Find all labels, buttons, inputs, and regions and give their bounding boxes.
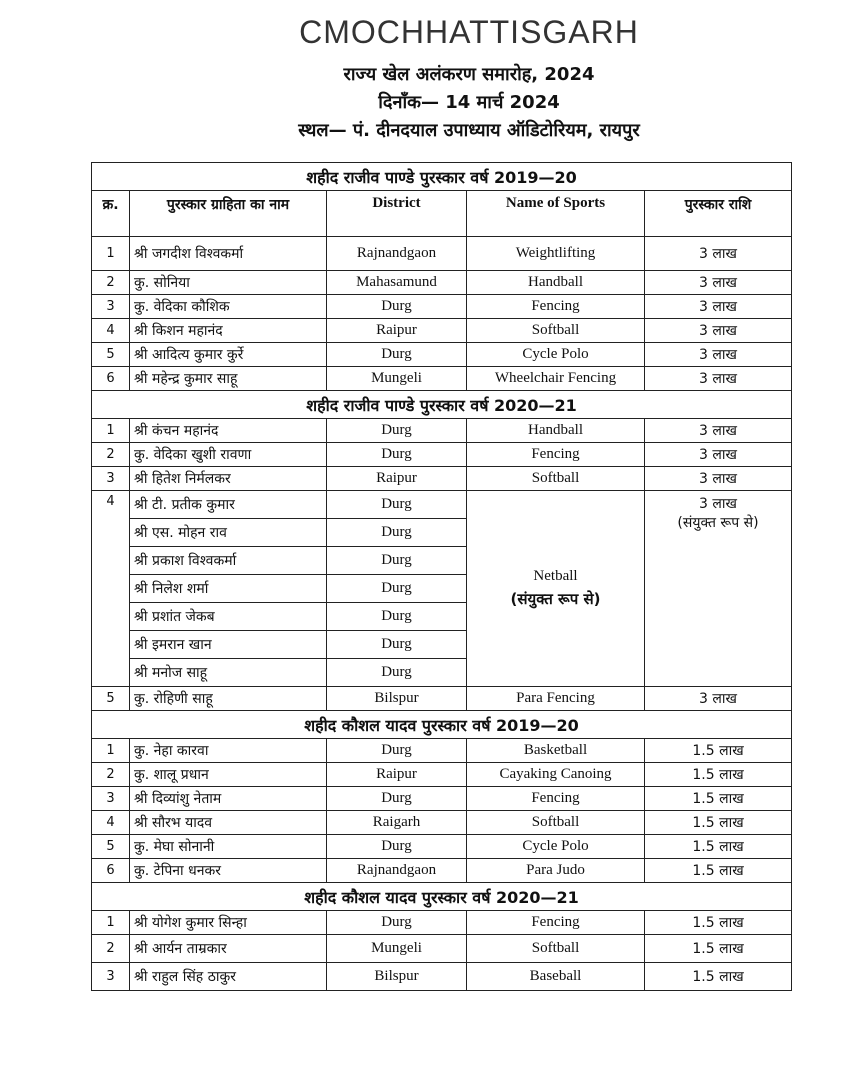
row-amount: 1.5 लाख xyxy=(645,787,792,811)
section-title: शहीद कौशल यादव पुरस्कार वर्ष 2019—20 xyxy=(92,711,792,739)
row-serial: 3 xyxy=(92,963,130,991)
row-district: Rajnandgaon xyxy=(327,237,467,271)
event-title: राज्य खेल अलंकरण समारोह, 2024 xyxy=(343,64,595,85)
row-district: Bilspur xyxy=(327,963,467,991)
row-amount: 3 लाख xyxy=(645,367,792,391)
brand-watermark: CMOCHHATTISGARH xyxy=(299,14,639,50)
row-district: Bilspur xyxy=(327,687,467,711)
table-row xyxy=(92,237,792,271)
table-row xyxy=(92,787,792,811)
row-name: श्री प्रशांत जेकब xyxy=(130,603,327,631)
row-amount: 1.5 लाख xyxy=(645,835,792,859)
row-district: Durg xyxy=(327,491,467,519)
column-header-row xyxy=(92,191,792,237)
row-name: कु. रोहिणी साहू xyxy=(130,687,327,711)
table-row xyxy=(92,419,792,443)
table-row xyxy=(92,835,792,859)
section-title: शहीद राजीव पाण्डे पुरस्कार वर्ष 2020—21 xyxy=(92,391,792,419)
table-row xyxy=(92,739,792,763)
row-name: श्री टी. प्रतीक कुमार xyxy=(130,491,327,519)
row-district: Raigarh xyxy=(327,811,467,835)
row-name: कु. शालू प्रधान xyxy=(130,763,327,787)
table-row xyxy=(92,467,792,491)
row-amount: 1.5 लाख xyxy=(645,911,792,935)
row-sport: Handball xyxy=(467,271,645,295)
table-row xyxy=(92,811,792,835)
row-serial: 3 xyxy=(92,467,130,491)
row-amount: 3 लाख xyxy=(645,419,792,443)
row-serial: 4 xyxy=(92,319,130,343)
row-amount: 3 लाख xyxy=(645,443,792,467)
row-serial: 2 xyxy=(92,443,130,467)
row-serial: 2 xyxy=(92,271,130,295)
row-amount: 1.5 लाख xyxy=(645,811,792,835)
row-name: श्री सौरभ यादव xyxy=(130,811,327,835)
row-serial: 1 xyxy=(92,739,130,763)
table-row xyxy=(92,443,792,467)
section-title: शहीद कौशल यादव पुरस्कार वर्ष 2020—21 xyxy=(92,883,792,911)
row-sport: Handball xyxy=(467,419,645,443)
row-sport: Softball xyxy=(467,467,645,491)
group-row xyxy=(92,491,792,519)
group-amount-note: (संयुक्त रूप से) xyxy=(677,515,759,531)
col-header-amount: पुरस्कार राशि xyxy=(645,191,792,237)
col-header-name: पुरस्कार ग्राहिता का नाम xyxy=(130,191,327,237)
section-header-row xyxy=(92,883,792,911)
awardee-table xyxy=(91,162,792,991)
row-serial: 5 xyxy=(92,835,130,859)
row-name: श्री आर्यन ताम्रकार xyxy=(130,935,327,963)
table-row xyxy=(92,295,792,319)
row-serial: 1 xyxy=(92,419,130,443)
row-name: श्री एस. मोहन राव xyxy=(130,519,327,547)
row-amount: 3 लाख xyxy=(645,237,792,271)
row-name: श्री मनोज साहू xyxy=(130,659,327,687)
group-sport-note: (संयुक्त रूप से) xyxy=(510,590,601,608)
row-serial: 5 xyxy=(92,687,130,711)
row-district: Mungeli xyxy=(327,367,467,391)
row-district: Durg xyxy=(327,575,467,603)
row-serial: 3 xyxy=(92,787,130,811)
row-district: Durg xyxy=(327,739,467,763)
row-name: कु. टेपिना धनकर xyxy=(130,859,327,883)
row-sport: Wheelchair Fencing xyxy=(467,367,645,391)
row-amount: 3 लाख xyxy=(645,467,792,491)
row-district: Durg xyxy=(327,835,467,859)
row-sport: Cayaking Canoing xyxy=(467,763,645,787)
col-header-district: District xyxy=(327,191,467,237)
row-amount: 3 लाख xyxy=(645,687,792,711)
table-row xyxy=(92,271,792,295)
row-name: श्री कंचन महानंद xyxy=(130,419,327,443)
section-header-row xyxy=(92,391,792,419)
row-district: Rajnandgaon xyxy=(327,859,467,883)
row-sport: Softball xyxy=(467,935,645,963)
event-date: दिनाँक— 14 मार्च 2024 xyxy=(378,92,560,113)
row-district: Durg xyxy=(327,443,467,467)
row-serial: 4 xyxy=(92,811,130,835)
row-name: कु. वेदिका खुशी रावणा xyxy=(130,443,327,467)
row-name: श्री योगेश कुमार सिन्हा xyxy=(130,911,327,935)
row-name: श्री किशन महानंद xyxy=(130,319,327,343)
row-sport: Baseball xyxy=(467,963,645,991)
event-venue: स्थल— पं. दीनदयाल उपाध्याय ऑडिटोरियम, रायपुर xyxy=(298,120,640,141)
row-serial: 3 xyxy=(92,295,130,319)
table-row xyxy=(92,687,792,711)
section-title: शहीद राजीव पाण्डे पुरस्कार वर्ष 2019—20 xyxy=(92,163,792,191)
row-district: Raipur xyxy=(327,319,467,343)
row-district: Mahasamund xyxy=(327,271,467,295)
row-sport: Softball xyxy=(467,319,645,343)
row-name: श्री प्रकाश विश्वकर्मा xyxy=(130,547,327,575)
row-amount: 1.5 लाख xyxy=(645,963,792,991)
row-sport: Cycle Polo xyxy=(467,835,645,859)
row-district: Durg xyxy=(327,419,467,443)
group-amount: 3 लाख xyxy=(699,496,737,512)
row-name: श्री महेन्द्र कुमार साहू xyxy=(130,367,327,391)
row-sport: Fencing xyxy=(467,911,645,935)
row-sport: Fencing xyxy=(467,443,645,467)
row-amount: 3 लाख xyxy=(645,319,792,343)
row-sport: Softball xyxy=(467,811,645,835)
row-name: श्री दिव्यांशु नेताम xyxy=(130,787,327,811)
row-amount: 1.5 लाख xyxy=(645,935,792,963)
row-amount: 1.5 लाख xyxy=(645,859,792,883)
row-serial: 1 xyxy=(92,237,130,271)
row-name: श्री आदित्य कुमार कुर्रे xyxy=(130,343,327,367)
row-district: Durg xyxy=(327,519,467,547)
row-name: श्री इमरान खान xyxy=(130,631,327,659)
row-amount: 1.5 लाख xyxy=(645,739,792,763)
row-sport: Basketball xyxy=(467,739,645,763)
row-district: Durg xyxy=(327,911,467,935)
row-serial: 5 xyxy=(92,343,130,367)
table-row xyxy=(92,343,792,367)
table-row xyxy=(92,859,792,883)
row-name: श्री जगदीश विश्वकर्मा xyxy=(130,237,327,271)
row-sport: Cycle Polo xyxy=(467,343,645,367)
row-sport: Para Judo xyxy=(467,859,645,883)
row-district: Durg xyxy=(327,631,467,659)
row-amount: 3 लाख xyxy=(645,343,792,367)
table-row xyxy=(92,935,792,963)
group-sport-cell xyxy=(467,491,645,687)
row-district: Mungeli xyxy=(327,935,467,963)
col-header-sport: Name of Sports xyxy=(467,191,645,237)
section-header-row xyxy=(92,711,792,739)
row-sport: Fencing xyxy=(467,295,645,319)
row-name: श्री राहुल सिंह ठाकुर xyxy=(130,963,327,991)
col-header-serial: क्र. xyxy=(92,191,130,237)
section-header-row xyxy=(92,163,792,191)
table-row xyxy=(92,963,792,991)
row-serial: 4 xyxy=(92,491,130,687)
row-district: Raipur xyxy=(327,763,467,787)
row-name: कु. नेहा कारवा xyxy=(130,739,327,763)
row-district: Durg xyxy=(327,295,467,319)
row-district: Durg xyxy=(327,547,467,575)
row-district: Durg xyxy=(327,787,467,811)
row-name: श्री हितेश निर्मलकर xyxy=(130,467,327,491)
row-amount: 1.5 लाख xyxy=(645,763,792,787)
row-name: श्री निलेश शर्मा xyxy=(130,575,327,603)
row-serial: 1 xyxy=(92,911,130,935)
row-amount: 3 लाख xyxy=(645,271,792,295)
row-district: Raipur xyxy=(327,467,467,491)
row-name: कु. सोनिया xyxy=(130,271,327,295)
row-name: कु. मेघा सोनानी xyxy=(130,835,327,859)
row-sport: Weightlifting xyxy=(467,237,645,271)
group-amount-cell xyxy=(645,491,792,687)
row-district: Durg xyxy=(327,659,467,687)
table-row xyxy=(92,911,792,935)
row-sport: Para Fencing xyxy=(467,687,645,711)
row-amount: 3 लाख xyxy=(645,295,792,319)
row-serial: 2 xyxy=(92,763,130,787)
row-name: कु. वेदिका कौशिक xyxy=(130,295,327,319)
table-row xyxy=(92,319,792,343)
row-district: Durg xyxy=(327,603,467,631)
row-serial: 2 xyxy=(92,935,130,963)
row-serial: 6 xyxy=(92,859,130,883)
row-serial: 6 xyxy=(92,367,130,391)
row-sport: Fencing xyxy=(467,787,645,811)
table-row xyxy=(92,763,792,787)
row-district: Durg xyxy=(327,343,467,367)
group-sport: Netball xyxy=(533,568,578,584)
table-row xyxy=(92,367,792,391)
